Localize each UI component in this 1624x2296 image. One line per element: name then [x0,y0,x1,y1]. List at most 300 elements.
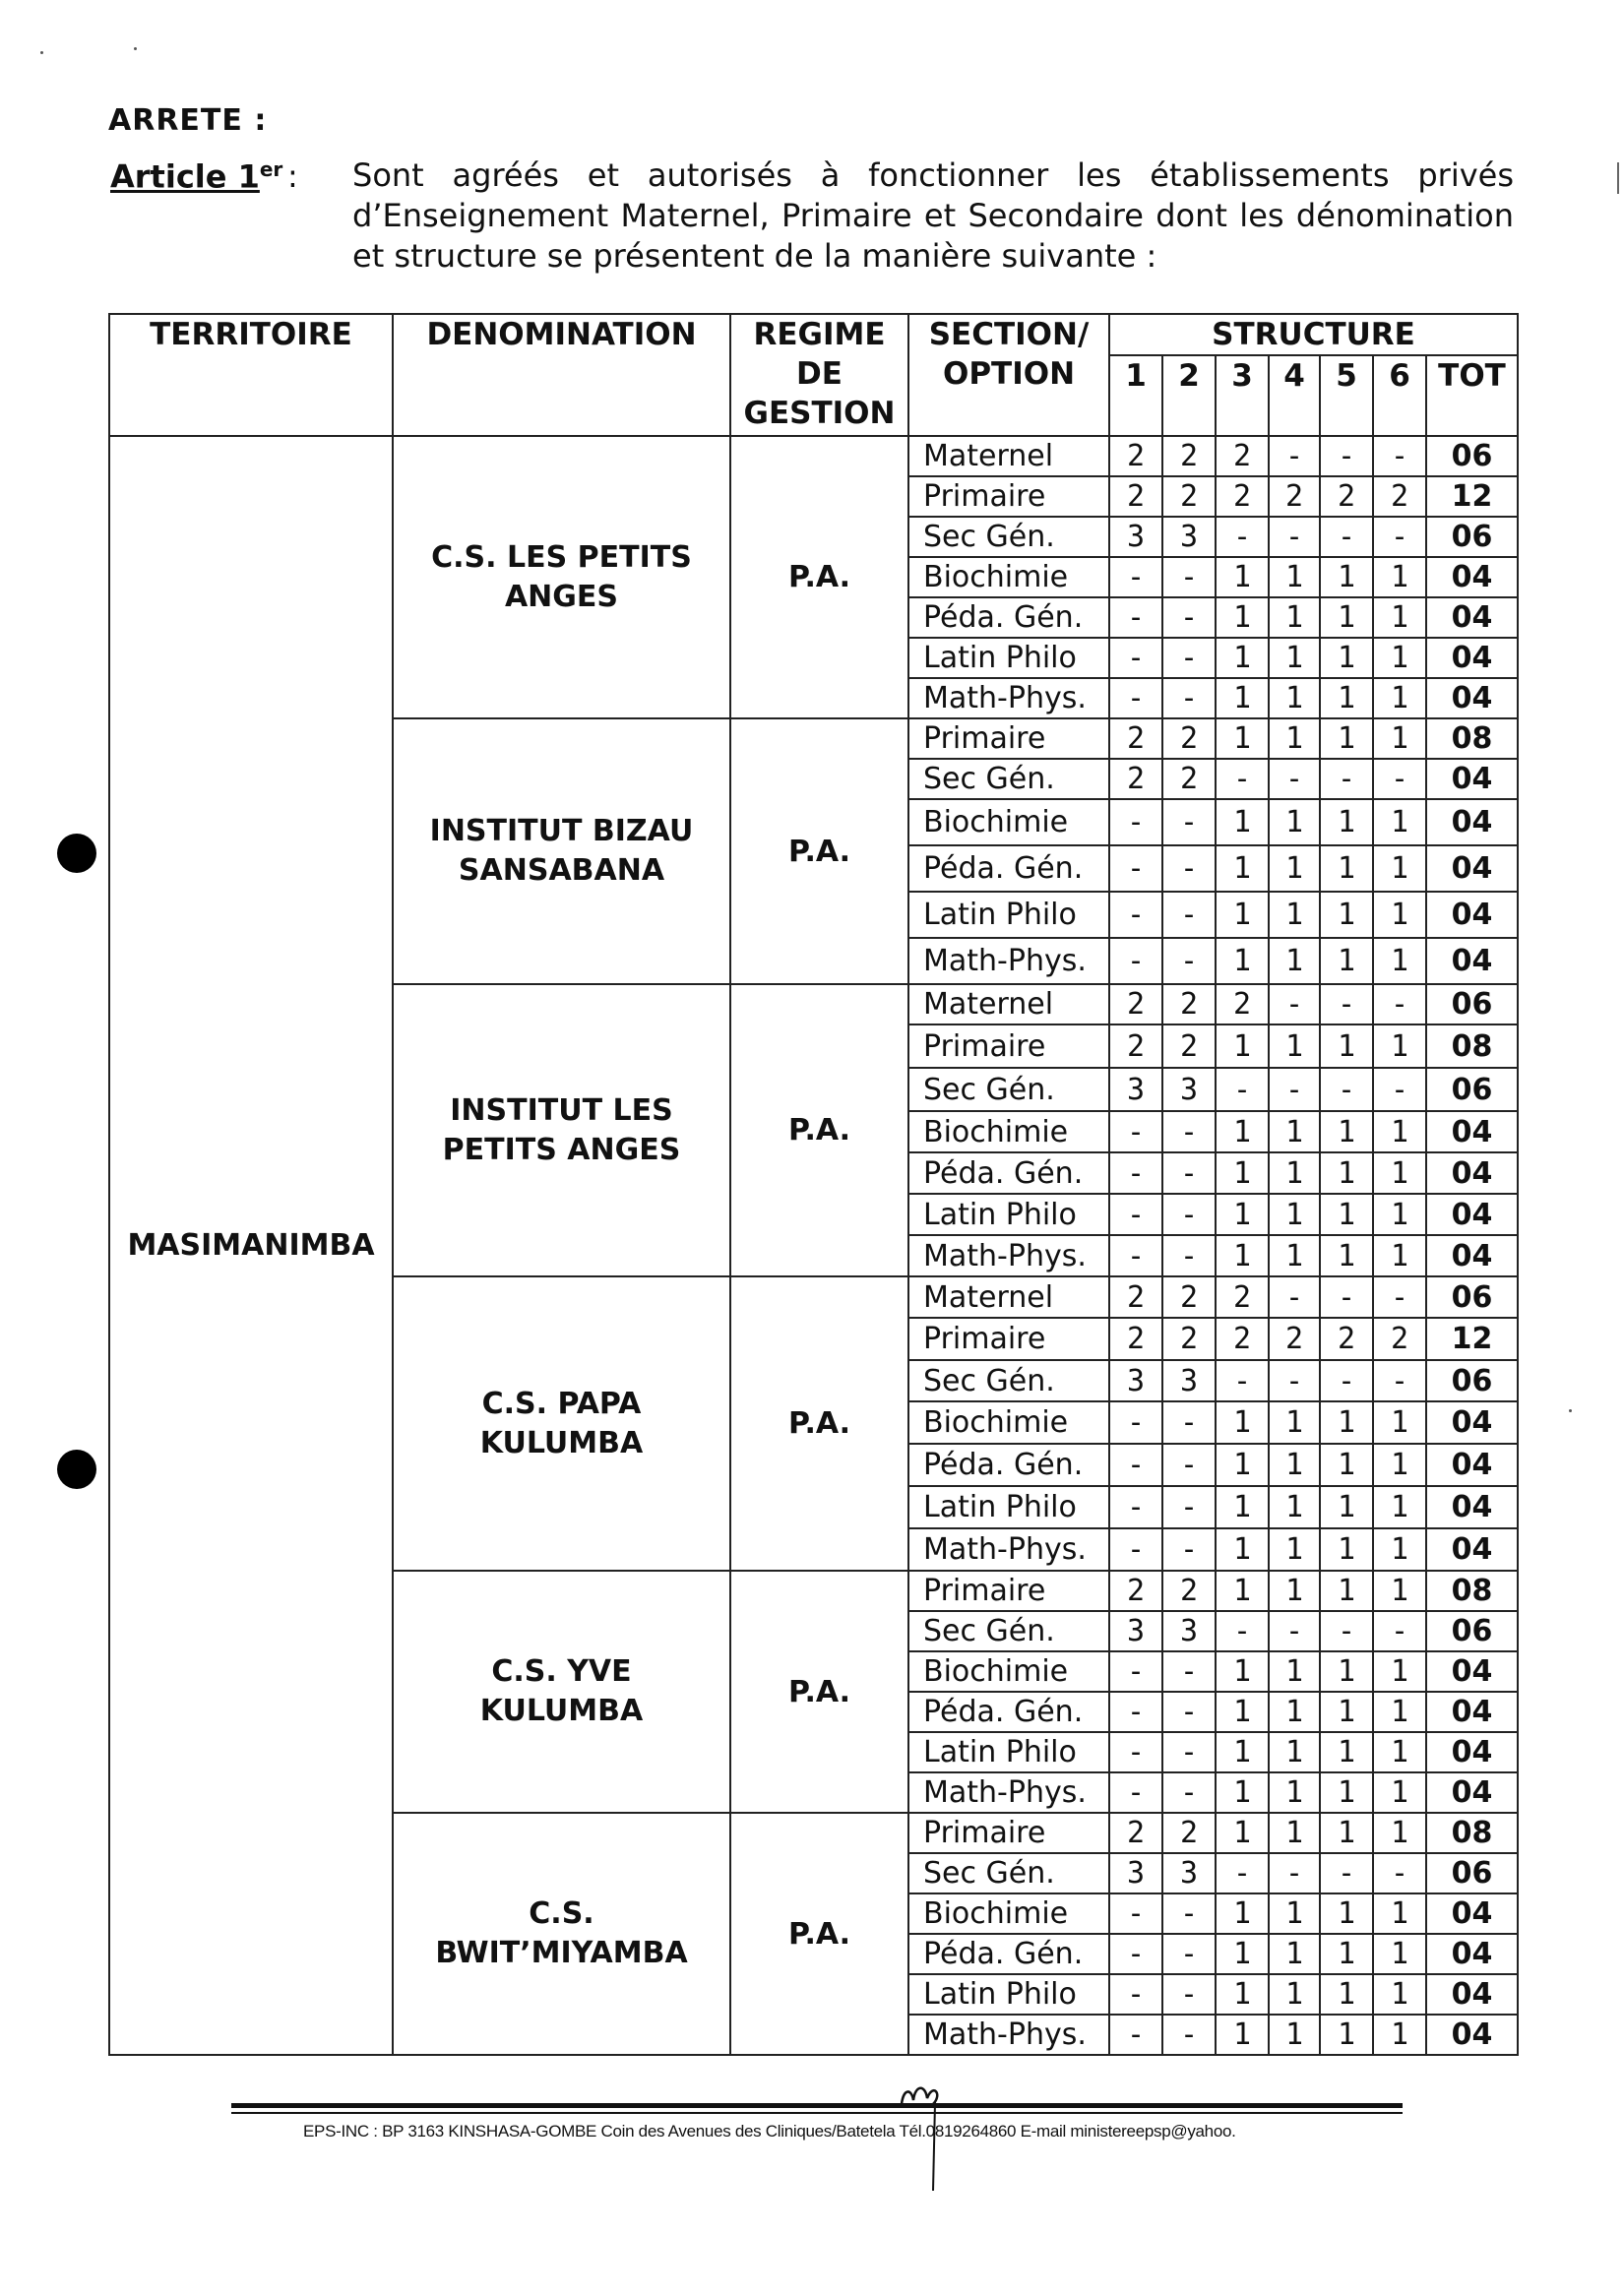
level-value-cell: 1 [1373,1194,1426,1235]
scan-edge-mark [1617,162,1619,194]
total-cell: 04 [1426,1651,1518,1692]
level-value-cell: 1 [1216,1194,1269,1235]
level-value-cell: - [1162,597,1216,638]
school-name-cell: C.S. LES PETITS ANGES [393,436,730,718]
level-value-cell: 3 [1162,1611,1216,1651]
level-value-cell: 1 [1373,892,1426,938]
level-value-cell: - [1162,1732,1216,1772]
level-value-cell: 1 [1320,1893,1373,1934]
total-cell: 06 [1426,1853,1518,1893]
level-value-cell: - [1320,1853,1373,1893]
level-value-cell: 1 [1269,1571,1320,1611]
section-cell: Biochimie [908,1651,1109,1692]
level-value-cell: 1 [1216,638,1269,678]
level-value-cell: 1 [1269,1934,1320,1974]
level-value-cell: 1 [1269,799,1320,845]
level-value-cell: - [1269,436,1320,476]
level-value-cell: 1 [1216,597,1269,638]
level-value-cell: 1 [1269,2015,1320,2055]
level-value-cell: - [1216,1611,1269,1651]
level-value-cell: - [1216,759,1269,799]
level-value-cell: - [1269,517,1320,557]
total-cell: 04 [1426,597,1518,638]
level-value-cell: - [1109,678,1162,718]
level-value-cell: - [1373,1853,1426,1893]
section-cell: Latin Philo [908,1486,1109,1528]
level-value-cell: 2 [1269,1318,1320,1360]
section-cell: Biochimie [908,799,1109,845]
level-value-cell: - [1269,1068,1320,1111]
level-value-cell: 1 [1373,1732,1426,1772]
level-value-cell: - [1109,1111,1162,1152]
header-col-tot: TOT [1426,355,1518,436]
header-col-1: 1 [1109,355,1162,436]
level-value-cell: - [1109,892,1162,938]
level-value-cell: 2 [1162,1024,1216,1068]
section-cell: Biochimie [908,1111,1109,1152]
level-value-cell: 1 [1216,2015,1269,2055]
level-value-cell: - [1269,759,1320,799]
level-value-cell: 1 [1373,845,1426,892]
level-value-cell: 2 [1320,1318,1373,1360]
level-value-cell: 1 [1320,1692,1373,1732]
level-value-cell: 1 [1216,938,1269,984]
level-value-cell: 1 [1269,1024,1320,1068]
total-cell: 04 [1426,759,1518,799]
level-value-cell: 1 [1373,1528,1426,1571]
section-cell: Péda. Gén. [908,597,1109,638]
level-value-cell: 3 [1162,517,1216,557]
level-value-cell: 1 [1269,1194,1320,1235]
level-value-cell: - [1109,1692,1162,1732]
level-value-cell: 1 [1269,1235,1320,1276]
level-value-cell: 1 [1373,718,1426,759]
section-cell: Péda. Gén. [908,1152,1109,1194]
level-value-cell: 2 [1162,984,1216,1024]
level-value-cell: 2 [1162,476,1216,517]
level-value-cell: 3 [1162,1853,1216,1893]
scan-speck [1569,1409,1572,1412]
level-value-cell: - [1162,678,1216,718]
total-cell: 04 [1426,1444,1518,1486]
section-cell: Latin Philo [908,638,1109,678]
level-value-cell: - [1109,1893,1162,1934]
level-value-cell: 1 [1320,1401,1373,1444]
section-cell: Math-Phys. [908,1772,1109,1813]
level-value-cell: 1 [1320,845,1373,892]
level-value-cell: 1 [1373,557,1426,597]
level-value-cell: - [1373,517,1426,557]
level-value-cell: - [1162,1486,1216,1528]
punch-hole [57,834,96,873]
level-value-cell: 1 [1320,1813,1373,1853]
level-value-cell: - [1162,845,1216,892]
total-cell: 06 [1426,1068,1518,1111]
level-value-cell: 1 [1320,1111,1373,1152]
level-value-cell: - [1162,1152,1216,1194]
total-cell: 08 [1426,1024,1518,1068]
level-value-cell: 1 [1269,1813,1320,1853]
level-value-cell: - [1109,638,1162,678]
level-value-cell: 2 [1162,436,1216,476]
level-value-cell: - [1109,1235,1162,1276]
section-cell: Math-Phys. [908,1235,1109,1276]
header-territoire: TERRITOIRE [109,314,393,436]
level-value-cell: 1 [1269,557,1320,597]
level-value-cell: 1 [1269,1401,1320,1444]
section-cell: Math-Phys. [908,1528,1109,1571]
level-value-cell: - [1269,1611,1320,1651]
section-cell: Sec Gén. [908,759,1109,799]
level-value-cell: 1 [1373,1401,1426,1444]
level-value-cell: - [1162,799,1216,845]
level-value-cell: - [1109,1152,1162,1194]
total-cell: 04 [1426,938,1518,984]
school-name-cell: INSTITUT LES PETITS ANGES [393,984,730,1276]
header-denomination: DENOMINATION [393,314,730,436]
level-value-cell: - [1162,2015,1216,2055]
section-cell: Sec Gén. [908,1853,1109,1893]
total-cell: 06 [1426,1276,1518,1318]
footer-rule-thick [231,2103,1403,2108]
section-cell: Maternel [908,436,1109,476]
level-value-cell: - [1162,1235,1216,1276]
level-value-cell: 2 [1373,1318,1426,1360]
level-value-cell: 2 [1320,476,1373,517]
level-value-cell: - [1373,1068,1426,1111]
level-value-cell: - [1109,1444,1162,1486]
level-value-cell: 1 [1216,799,1269,845]
level-value-cell: 1 [1373,678,1426,718]
level-value-cell: 1 [1320,1934,1373,1974]
level-value-cell: 1 [1373,1024,1426,1068]
level-value-cell: - [1162,1772,1216,1813]
header-col-5: 5 [1320,355,1373,436]
section-cell: Péda. Gén. [908,845,1109,892]
scan-speck [134,47,137,50]
level-value-cell: - [1373,759,1426,799]
level-value-cell: - [1109,1974,1162,2015]
level-value-cell: - [1320,1276,1373,1318]
level-value-cell: 1 [1269,1111,1320,1152]
level-value-cell: - [1162,1934,1216,1974]
level-value-cell: 1 [1320,678,1373,718]
level-value-cell: 1 [1216,1934,1269,1974]
level-value-cell: 1 [1320,597,1373,638]
total-cell: 04 [1426,1732,1518,1772]
level-value-cell: 1 [1269,1974,1320,2015]
footer-address: EPS-INC : BP 3163 KINSHASA-GOMBE Coin des Avenues des Cliniques/Batetela Tél.0819264860 E-mail ministereepsp@yahoo. [303,2122,1236,2141]
section-cell: Math-Phys. [908,2015,1109,2055]
level-value-cell: 1 [1320,799,1373,845]
article-label: Article 1er [110,157,283,196]
level-value-cell: 2 [1162,1813,1216,1853]
total-cell: 04 [1426,1934,1518,1974]
level-value-cell: 3 [1109,1853,1162,1893]
level-value-cell: - [1320,984,1373,1024]
level-value-cell: 2 [1216,476,1269,517]
header-structure: STRUCTURE [1109,314,1518,355]
level-value-cell: 1 [1320,638,1373,678]
article-colon: : [287,157,298,195]
total-cell: 04 [1426,1152,1518,1194]
level-value-cell: 1 [1320,892,1373,938]
level-value-cell: 1 [1373,1893,1426,1934]
regime-cell: P.A. [730,1813,908,2055]
level-value-cell: - [1162,1444,1216,1486]
level-value-cell: 3 [1162,1068,1216,1111]
level-value-cell: - [1109,799,1162,845]
level-value-cell: 1 [1320,1772,1373,1813]
level-value-cell: 2 [1373,476,1426,517]
section-cell: Primaire [908,1318,1109,1360]
section-cell: Primaire [908,718,1109,759]
level-value-cell: 2 [1109,718,1162,759]
level-value-cell: - [1162,1893,1216,1934]
level-value-cell: 1 [1320,2015,1373,2055]
level-value-cell: 1 [1320,1444,1373,1486]
total-cell: 12 [1426,476,1518,517]
total-cell: 04 [1426,799,1518,845]
total-cell: 08 [1426,1571,1518,1611]
level-value-cell: - [1373,984,1426,1024]
level-value-cell: 1 [1269,718,1320,759]
section-cell: Péda. Gén. [908,1934,1109,1974]
level-value-cell: 2 [1109,436,1162,476]
section-cell: Latin Philo [908,1974,1109,2015]
header-col-2: 2 [1162,355,1216,436]
level-value-cell: 1 [1320,1024,1373,1068]
total-cell: 04 [1426,845,1518,892]
level-value-cell: 1 [1269,1772,1320,1813]
level-value-cell: 1 [1216,1152,1269,1194]
territoire-cell: MASIMANIMBA [109,436,393,2055]
level-value-cell: - [1109,1772,1162,1813]
section-cell: Péda. Gén. [908,1692,1109,1732]
level-value-cell: - [1320,1360,1373,1401]
level-value-cell: - [1162,1651,1216,1692]
level-value-cell: - [1373,1611,1426,1651]
level-value-cell: - [1162,938,1216,984]
level-value-cell: 1 [1216,1235,1269,1276]
level-value-cell: 1 [1320,1974,1373,2015]
level-value-cell: 1 [1216,1401,1269,1444]
level-value-cell: - [1109,2015,1162,2055]
total-cell: 04 [1426,1692,1518,1732]
level-value-cell: - [1162,1111,1216,1152]
level-value-cell: 1 [1320,557,1373,597]
section-cell: Maternel [908,1276,1109,1318]
level-value-cell: 1 [1373,1974,1426,2015]
article-body: Sont agréés et autorisés à fonctionner les établissements privés d’Enseignement Maternel, Primaire et Secondaire dont les dénomination et structure se présentent de la manière suivante : [352,156,1514,275]
level-value-cell: - [1320,517,1373,557]
section-cell: Primaire [908,1813,1109,1853]
level-value-cell: - [1320,759,1373,799]
level-value-cell: - [1162,1528,1216,1571]
level-value-cell: - [1162,1974,1216,2015]
level-value-cell: - [1216,517,1269,557]
school-name-cell: C.S. PAPA KULUMBA [393,1276,730,1571]
regime-cell: P.A. [730,1571,908,1813]
level-value-cell: - [1162,557,1216,597]
section-cell: Sec Gén. [908,1068,1109,1111]
level-value-cell: - [1216,1360,1269,1401]
level-value-cell: - [1109,845,1162,892]
level-value-cell: 1 [1216,718,1269,759]
level-value-cell: 1 [1216,1528,1269,1571]
total-cell: 06 [1426,517,1518,557]
level-value-cell: - [1162,892,1216,938]
level-value-cell: 1 [1373,1111,1426,1152]
level-value-cell: 1 [1216,1732,1269,1772]
level-value-cell: 1 [1269,1732,1320,1772]
level-value-cell: 1 [1373,1934,1426,1974]
level-value-cell: 2 [1109,1024,1162,1068]
level-value-cell: 3 [1109,1068,1162,1111]
schools-table-wrap [108,313,1519,2056]
level-value-cell: 3 [1109,1360,1162,1401]
level-value-cell: 1 [1216,1571,1269,1611]
level-value-cell: 1 [1320,1194,1373,1235]
level-value-cell: 3 [1162,1360,1216,1401]
level-value-cell: - [1269,1853,1320,1893]
section-cell: Péda. Gén. [908,1444,1109,1486]
level-value-cell: 2 [1269,476,1320,517]
total-cell: 04 [1426,1772,1518,1813]
level-value-cell: 3 [1109,517,1162,557]
section-cell: Latin Philo [908,892,1109,938]
level-value-cell: - [1216,1068,1269,1111]
section-cell: Sec Gén. [908,1611,1109,1651]
level-value-cell: 1 [1373,638,1426,678]
level-value-cell: 1 [1373,1235,1426,1276]
level-value-cell: 1 [1216,1111,1269,1152]
total-cell: 08 [1426,718,1518,759]
level-value-cell: 2 [1162,759,1216,799]
section-cell: Biochimie [908,1401,1109,1444]
level-value-cell: 1 [1373,799,1426,845]
level-value-cell: - [1320,1068,1373,1111]
level-value-cell: 1 [1269,678,1320,718]
level-value-cell: 1 [1373,1813,1426,1853]
section-cell: Biochimie [908,1893,1109,1934]
total-cell: 06 [1426,1611,1518,1651]
level-value-cell: 2 [1109,984,1162,1024]
level-value-cell: 1 [1216,892,1269,938]
total-cell: 04 [1426,892,1518,938]
level-value-cell: 1 [1269,1152,1320,1194]
level-value-cell: 2 [1162,1571,1216,1611]
level-value-cell: 1 [1216,1692,1269,1732]
school-name-cell: INSTITUT BIZAU SANSABANA [393,718,730,984]
level-value-cell: 2 [1109,1571,1162,1611]
level-value-cell: 1 [1373,1486,1426,1528]
level-value-cell: - [1373,436,1426,476]
regime-cell: P.A. [730,436,908,718]
section-cell: Sec Gén. [908,517,1109,557]
level-value-cell: - [1269,1276,1320,1318]
level-value-cell: - [1269,984,1320,1024]
level-value-cell: 1 [1320,1732,1373,1772]
level-value-cell: 1 [1373,1571,1426,1611]
level-value-cell: 2 [1109,1318,1162,1360]
school-name-cell: C.S. BWIT’MIYAMBA [393,1813,730,2055]
level-value-cell: 1 [1216,1772,1269,1813]
level-value-cell: 1 [1320,1528,1373,1571]
level-value-cell: 1 [1269,892,1320,938]
level-value-cell: 1 [1269,638,1320,678]
level-value-cell: - [1109,938,1162,984]
regime-cell: P.A. [730,1276,908,1571]
level-value-cell: 1 [1216,1893,1269,1934]
total-cell: 04 [1426,1528,1518,1571]
section-cell: Primaire [908,476,1109,517]
level-value-cell: 3 [1109,1611,1162,1651]
level-value-cell: 1 [1269,1528,1320,1571]
total-cell: 04 [1426,1893,1518,1934]
level-value-cell: 1 [1216,1486,1269,1528]
header-col-6: 6 [1373,355,1426,436]
level-value-cell: 1 [1216,845,1269,892]
page-heading-cut: ARRETE : [108,106,268,130]
total-cell: 04 [1426,2015,1518,2055]
level-value-cell: 2 [1216,436,1269,476]
section-cell: Math-Phys. [908,678,1109,718]
total-cell: 04 [1426,1974,1518,2015]
level-value-cell: 2 [1216,1318,1269,1360]
level-value-cell: 2 [1109,1813,1162,1853]
level-value-cell: 1 [1269,1651,1320,1692]
section-cell: Primaire [908,1024,1109,1068]
level-value-cell: 1 [1269,845,1320,892]
level-value-cell: 2 [1162,718,1216,759]
level-value-cell: - [1109,1934,1162,1974]
total-cell: 06 [1426,1360,1518,1401]
total-cell: 08 [1426,1813,1518,1853]
total-cell: 04 [1426,678,1518,718]
level-value-cell: 1 [1216,1024,1269,1068]
table-row [109,436,1518,476]
level-value-cell: - [1109,1401,1162,1444]
level-value-cell: - [1109,1194,1162,1235]
section-cell: Math-Phys. [908,938,1109,984]
level-value-cell: 1 [1320,1486,1373,1528]
level-value-cell: - [1162,638,1216,678]
section-cell: Biochimie [908,557,1109,597]
level-value-cell: 1 [1269,597,1320,638]
level-value-cell: - [1109,1528,1162,1571]
level-value-cell: - [1373,1276,1426,1318]
total-cell: 04 [1426,1235,1518,1276]
level-value-cell: 1 [1216,1813,1269,1853]
section-cell: Maternel [908,984,1109,1024]
total-cell: 06 [1426,984,1518,1024]
level-value-cell: - [1109,1651,1162,1692]
level-value-cell: 1 [1216,1974,1269,2015]
level-value-cell: 1 [1269,1692,1320,1732]
level-value-cell: 1 [1216,678,1269,718]
level-value-cell: 1 [1269,1444,1320,1486]
total-cell: 04 [1426,557,1518,597]
section-cell: Primaire [908,1571,1109,1611]
level-value-cell: 2 [1216,1276,1269,1318]
header-col-4: 4 [1269,355,1320,436]
total-cell: 04 [1426,638,1518,678]
regime-cell: P.A. [730,984,908,1276]
level-value-cell: 1 [1269,938,1320,984]
regime-cell: P.A. [730,718,908,984]
level-value-cell: - [1162,1401,1216,1444]
